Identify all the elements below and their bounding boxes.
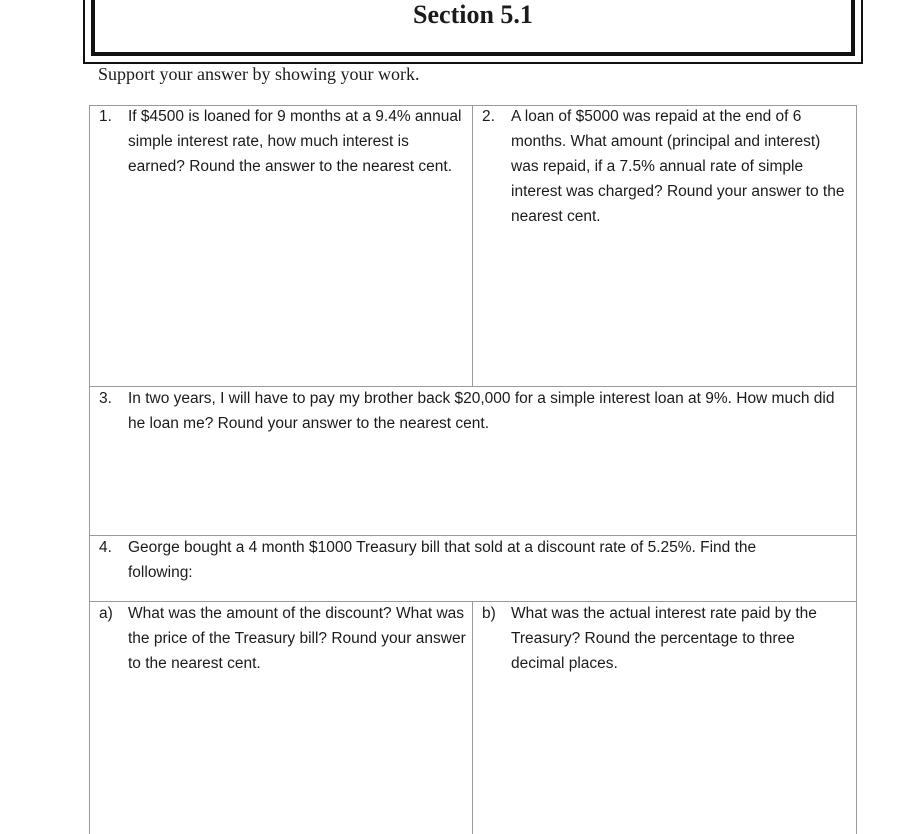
question-text: In two years, I will have to pay my brother back $20,000 for a simple interest loan at 9%. How much did he loan me? Round your answer to the nearest cent. xyxy=(128,390,835,432)
question-number: a) xyxy=(99,605,113,622)
question-text: A loan of $5000 was repaid at the end of 6 months. What amount (principal and interest) was repaid, if a 7.5% annual rate of simple interest was charged? Round your answer to the nearest cent. xyxy=(511,108,845,225)
col-divider-bottom xyxy=(472,601,473,834)
question-text: If $4500 is loaned for 9 months at a 9.4% annual simple interest rate, how much interest is earned? Round the answer to the nearest cent. xyxy=(128,108,462,175)
question-number: 4. xyxy=(99,539,112,556)
table-border-right xyxy=(856,105,857,834)
table-border-left xyxy=(89,105,90,834)
question-text: What was the amount of the discount? What was the price of the Treasury bill? Round your answer to the nearest cent. xyxy=(128,605,466,672)
section-title: Section 5.1 xyxy=(413,0,533,29)
col-divider-top xyxy=(472,105,473,386)
question-number: 2. xyxy=(482,108,495,125)
question-number: 1. xyxy=(99,108,112,125)
title-box xyxy=(83,0,863,64)
instructions: Support your answer by showing your work. xyxy=(98,64,420,84)
question-text: What was the actual interest rate paid by the Treasury? Round the percentage to three decimal places. xyxy=(511,605,817,672)
question-number: 3. xyxy=(99,390,112,407)
question-text: George bought a 4 month $1000 Treasury bill that sold at a discount rate of 5.25%. Find the following: xyxy=(128,539,757,581)
question-number: b) xyxy=(482,605,496,622)
